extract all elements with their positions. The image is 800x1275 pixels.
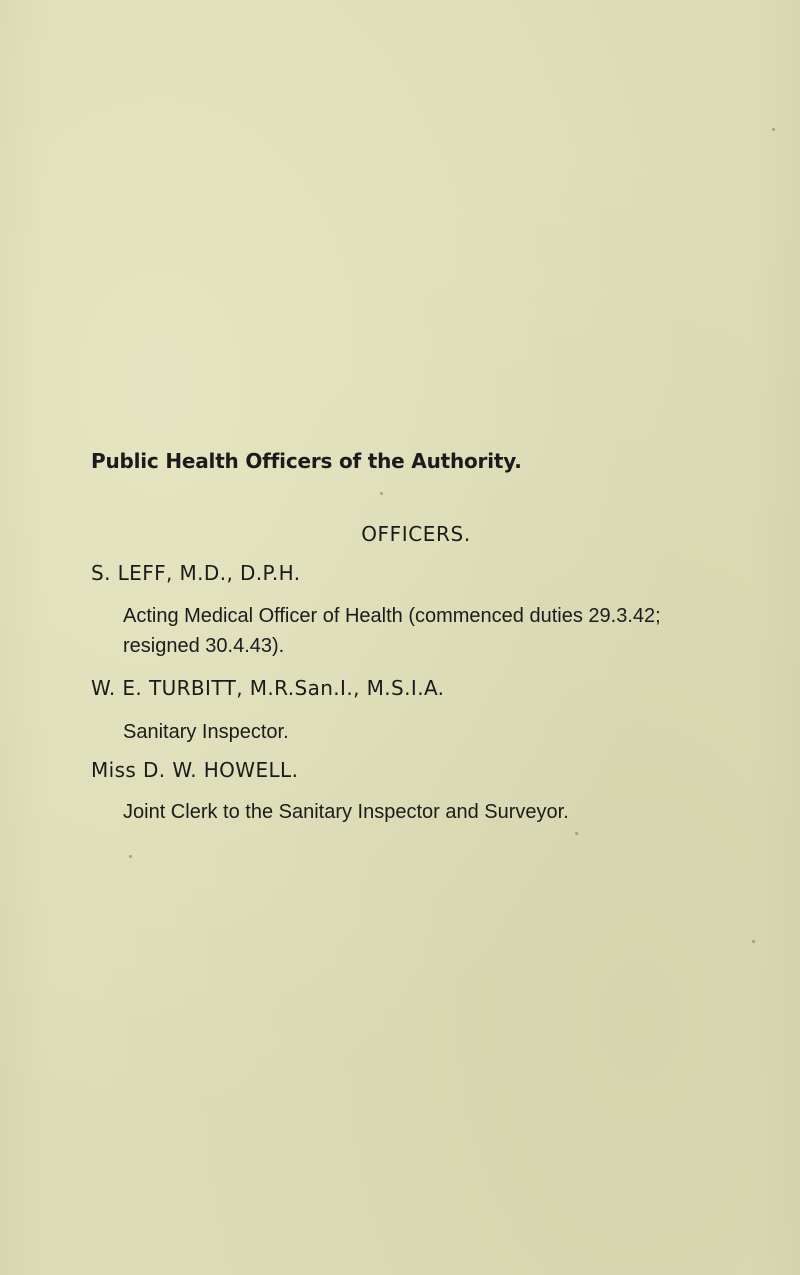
section-title: OFFICERS. xyxy=(361,522,471,546)
officer-role xyxy=(123,797,569,827)
officer-name: S. LEFF, M.D., D.P.H. xyxy=(91,561,301,585)
paper-speck xyxy=(772,128,775,131)
paper-speck xyxy=(129,855,132,858)
officer-role xyxy=(123,601,661,661)
officer-name: W. E. TURBITT, M.R.San.I., M.S.I.A. xyxy=(91,676,445,700)
paper-speck xyxy=(380,492,383,495)
officer-role-line: resigned 30.4.43). xyxy=(123,635,285,657)
paper-speck xyxy=(752,940,755,943)
page-heading: Public Health Officers of the Authority. xyxy=(91,449,522,473)
officer-name: Miss D. W. HOWELL. xyxy=(91,758,299,782)
paper-speck xyxy=(575,832,578,835)
officer-role-line: Acting Medical Officer of Health (commenced duties 29.3.42; xyxy=(123,605,661,627)
officer-role xyxy=(123,717,289,747)
officer-role-line: Joint Clerk to the Sanitary Inspector and Surveyor. xyxy=(123,801,569,823)
officer-role-line: Sanitary Inspector. xyxy=(123,721,289,743)
